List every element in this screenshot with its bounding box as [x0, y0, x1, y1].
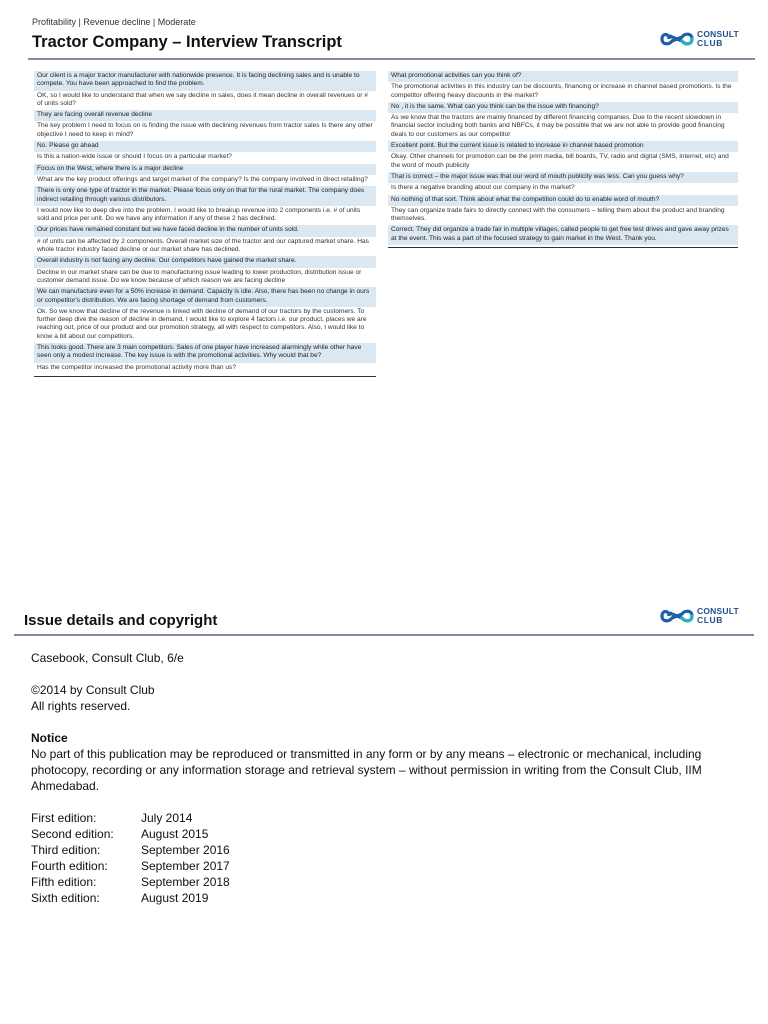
edition-label: Sixth edition:: [31, 891, 100, 905]
rights-line: All rights reserved.: [31, 699, 131, 713]
interviewer-line: Excellent point. But the current issue is related to increase in channel based promotion: [388, 141, 738, 152]
slide-title: Issue details and copyright: [24, 612, 218, 629]
logo-name-2: CLUB: [697, 38, 724, 48]
edition-row: [31, 826, 731, 842]
candidate-line: Okay. Other channels for promotion can be the print media, bill boards, TV, radio and digital (SMS, internet, etc) and the word of mouth publicity: [388, 152, 738, 172]
edition-row: [31, 890, 731, 906]
notice-text: No part of this publication may be reproduced or transmitted in any form or by any means – electronic or mechanical, including photocopy, recording or any information storage and retrieval system – without permission in writing from the Consult Club, IIM Ahmedabad.: [31, 747, 702, 793]
candidate-line: Is this a nation-wide issue or should I focus on a particular market?: [34, 152, 376, 163]
notice-heading: Notice: [31, 731, 68, 745]
interviewer-line: There is only one type of tractor in the market. Please focus only on that for the rural market. The company does indirect retailing through various distributors.: [34, 186, 376, 206]
logo-name: CONSULT: [697, 29, 739, 39]
candidate-line: Is there a negative branding about our company in the market?: [388, 183, 738, 194]
edition-row: [31, 858, 731, 874]
candidate-line: They can organize trade fairs to directly connect with the consumers – telling them about the product and branding themselves.: [388, 206, 738, 226]
interviewer-line: Correct. They did organize a trade fair in multiple villages, called people to get free test drives and gave away prizes at the event. This was a part of the focused strategy to gain market in the West. Thank you.: [388, 225, 738, 245]
edition-date: July 2014: [141, 811, 193, 825]
interviewer-line: This looks good. There are 3 main competitors. Sales of one player have increased alarmingly while other have seen only a modest increase. The key issue is with the promotional activities. Why would that be?: [34, 343, 376, 363]
interviewer-line: No , it is the same. What can you think can be the issue with financing?: [388, 102, 738, 113]
column-end-rule: [388, 247, 738, 248]
interviewer-line: What promotional activities can you think of?: [388, 71, 738, 82]
consult-club-logo: [660, 30, 739, 48]
candidate-line: What are the key product offerings and target market of the company? Is the company involved in direct retailing?: [34, 175, 376, 186]
candidate-line: Has the competitor increased the promotional activity more than us?: [34, 363, 376, 374]
edition-label: Fifth edition:: [31, 875, 97, 889]
interviewer-line: No. Please go ahead: [34, 141, 376, 152]
transcript-column-right: [388, 71, 738, 248]
copyright-line: ©2014 by Consult Club: [31, 683, 155, 697]
edition-date: September 2017: [141, 859, 230, 873]
transcript-column-left: [34, 71, 376, 377]
title-divider: [28, 58, 755, 60]
interviewer-line: We can manufacture even for a 50% increase in demand. Capacity is idle. Also, there has been no change in ours or competitor's distribution. We are facing shortage of demand from customers.: [34, 287, 376, 307]
edition-date: September 2016: [141, 843, 230, 857]
editions-list: [31, 810, 731, 906]
edition-date: August 2019: [141, 891, 209, 905]
column-end-rule: [34, 376, 376, 377]
interviewer-line: Overall industry is not facing any decline. Our competitors have gained the market share.: [34, 256, 376, 267]
logo-name-2: CLUB: [697, 615, 724, 625]
title-divider: [14, 634, 754, 636]
edition-date: August 2015: [141, 827, 209, 841]
edition-row: [31, 810, 731, 826]
slide-title: Tractor Company – Interview Transcript: [32, 33, 342, 51]
transcript-slide: [14, 0, 754, 545]
edition-row: [31, 842, 731, 858]
casebook-line: Casebook, Consult Club, 6/e: [31, 651, 184, 665]
edition-label: Second edition:: [31, 827, 114, 841]
case-tags: Profitability | Revenue decline | Moderate: [32, 17, 196, 27]
edition-row: [31, 874, 731, 890]
edition-date: September 2018: [141, 875, 230, 889]
candidate-line: The key problem I need to focus on is finding the issue with declining revenues from tractor sales Is there any other objective I need to keep in mind?: [34, 121, 376, 141]
candidate-line: # of units can be affected by 2 components. Overall market size of the tractor and our captured market share. Has whole tractor industry faced decline or our market share has declined.: [34, 237, 376, 257]
candidate-line: I would now like to deep dive into the problem. I would like to breakup revenue into 2 components i.e. # of units sold and price per unit. Do we have any information if any of these 2 has declined.: [34, 206, 376, 226]
infinity-icon: [660, 30, 694, 48]
interviewer-line: That is correct – the major issue was that our word of mouth publicity was less. Can you guess why?: [388, 172, 738, 183]
consult-club-logo: [660, 607, 739, 625]
interviewer-line: Focus on the West, where there is a major decline: [34, 164, 376, 175]
candidate-line: The promotional activities in this industry can be discounts, financing or increase in channel based promotions. Is the competitor offering heavy discounts in the market?: [388, 82, 738, 102]
candidate-line: As we know that the tractors are mainly financed by different financing companies. Due to the recent slowdown in financial sector including both banks and NBFCs, it may be possible that we are not able to provide good financing deals to our customers as our competitor: [388, 113, 738, 141]
candidate-line: Ok. So we know that decline of the revenue is linked with decline of demand of our tractors by the customers. To further deep dive the reason of decline in demand, I would like to explore 4 factors i.e. our product, places we are reaching out, price of our product and our promotion strategy, all with respect to competitors. Also, I would like to know a bit about our competitors.: [34, 307, 376, 343]
interviewer-line: They are facing overall revenue decline: [34, 110, 376, 121]
interviewer-line: No nothing of that sort. Think about what the competition could do to enable word of mouth?: [388, 195, 738, 206]
candidate-line: OK, so I would like to understand that when we say decline in sales, does it mean decline in overall revenues or # of units sold?: [34, 91, 376, 111]
interviewer-line: Our prices have remained constant but we have faced decline in the number of units sold.: [34, 225, 376, 236]
candidate-line: Decline in our market share can be due to manufacturing issue leading to lower production, distribution issue or customer demand issue. Do we know because of which reason we are facing decline: [34, 268, 376, 288]
copyright-body: [31, 650, 731, 906]
edition-label: Fourth edition:: [31, 859, 108, 873]
edition-label: Third edition:: [31, 843, 101, 857]
edition-label: First edition:: [31, 811, 97, 825]
infinity-icon: [660, 607, 694, 625]
copyright-slide: [0, 590, 768, 1024]
interviewer-line: Our client is a major tractor manufacturer with nationwide presence. It is facing declining sales and is unable to compete. You have been approached to find the problem.: [34, 71, 376, 91]
logo-name: CONSULT: [697, 606, 739, 616]
